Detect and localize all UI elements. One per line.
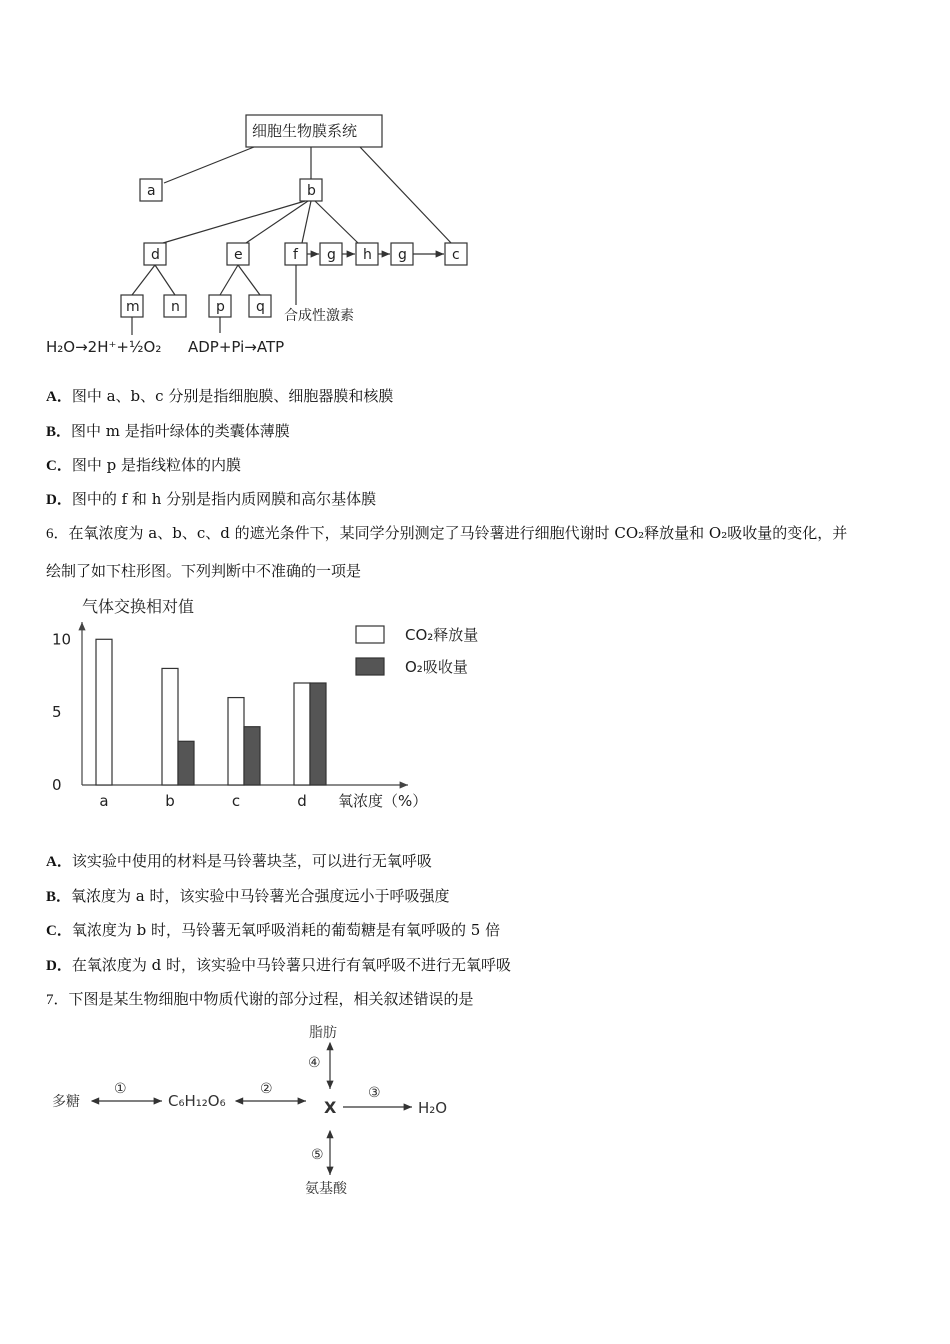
bar-co2-c	[228, 698, 244, 785]
node-g: g	[327, 247, 336, 263]
water-label: H₂O	[418, 1099, 448, 1117]
x-category-label: a	[99, 792, 109, 810]
root-label: 细胞生物膜系统	[252, 122, 358, 140]
q6-option-c: C．氧浓度为 b 时，马铃薯无氧呼吸消耗的葡萄糖是有氧呼吸的 5 倍	[46, 921, 501, 939]
q6-option-d: D．在氧浓度为 d 时，该实验中马铃薯只进行有氧呼吸不进行无氧呼吸	[46, 956, 511, 974]
amino-acid-label: 氨基酸	[305, 1181, 347, 1197]
reaction-m: H₂O→2H⁺+½O₂	[46, 338, 162, 356]
q7-stem: 7．下图是某生物细胞中物质代谢的部分过程，相关叙述错误的是	[46, 990, 474, 1008]
step-2-label: ②	[260, 1081, 273, 1097]
chart-title: 气体交换相对值	[82, 597, 195, 616]
bar-o2-d	[310, 683, 326, 785]
q5-option-b: B．图中 m 是指叶绿体的类囊体薄膜	[46, 422, 290, 440]
legend-label-o2: O₂吸收量	[405, 658, 468, 676]
y-tick-label: 10	[52, 630, 72, 649]
step-3-label: ③	[368, 1085, 381, 1101]
y-tick-label: 0	[52, 776, 62, 794]
hormone-label: 合成性激素	[284, 308, 354, 324]
bar-co2-b	[162, 668, 178, 785]
node-g2: g	[398, 247, 407, 263]
node-m: m	[126, 299, 140, 315]
step-1-label: ①	[114, 1081, 127, 1097]
node-n: n	[171, 299, 180, 315]
glucose-label: C₆H₁₂O₆	[168, 1092, 226, 1110]
legend-swatch-co2	[356, 626, 384, 643]
metabolism-diagram	[40, 1015, 480, 1205]
q5-option-c: C．图中 p 是指线粒体的内膜	[46, 456, 241, 474]
node-q: q	[256, 299, 265, 315]
y-tick-label: 5	[52, 703, 62, 722]
bar-co2-d	[294, 683, 310, 785]
q6-stem-line1: 6．在氧浓度为 a、b、c、d 的遮光条件下，某同学分别测定了马铃薯进行细胞代谢时 CO₂释放量和 O₂吸收量的变化，并	[46, 524, 848, 542]
step-5-label: ⑤	[311, 1147, 324, 1163]
bar-o2-c	[244, 727, 260, 785]
node-p: p	[216, 299, 225, 315]
node-c: c	[452, 247, 460, 263]
node-a: a	[147, 183, 156, 199]
x-category-label: b	[165, 792, 175, 810]
bar-co2-a	[96, 639, 112, 785]
membrane-system-diagram	[40, 105, 500, 365]
q6-option-b: B．氧浓度为 a 时，该实验中马铃薯光合强度远小于呼吸强度	[46, 887, 450, 905]
node-d: d	[151, 247, 160, 263]
gas-exchange-bar-chart	[40, 590, 510, 830]
x-category-label: d	[297, 792, 307, 810]
polysaccharide-label: 多糖	[52, 1094, 80, 1110]
x-label: X	[324, 1098, 337, 1117]
q5-option-d: D．图中的 f 和 h 分别是指内质网膜和高尔基体膜	[46, 490, 377, 508]
node-e: e	[234, 247, 243, 263]
fat-label: 脂肪	[309, 1025, 337, 1041]
x-axis-label: 氧浓度（%）	[338, 792, 428, 810]
node-h: h	[363, 247, 372, 263]
bar-o2-b	[178, 741, 194, 785]
q6-option-a: A．该实验中使用的材料是马铃薯块茎，可以进行无氧呼吸	[46, 852, 432, 870]
q6-stem-line2: 绘制了如下柱形图。下列判断中不准确的一项是	[46, 562, 362, 580]
node-b: b	[307, 183, 316, 199]
x-category-label: c	[231, 792, 241, 810]
legend-label-co2: CO₂释放量	[405, 626, 479, 644]
node-f: f	[293, 247, 298, 263]
q5-option-a: A．图中 a、b、c 分别是指细胞膜、细胞器膜和核膜	[46, 387, 394, 405]
reaction-p: ADP+Pi→ATP	[188, 338, 285, 356]
legend-swatch-o2	[356, 658, 384, 675]
step-4-label: ④	[308, 1055, 321, 1071]
